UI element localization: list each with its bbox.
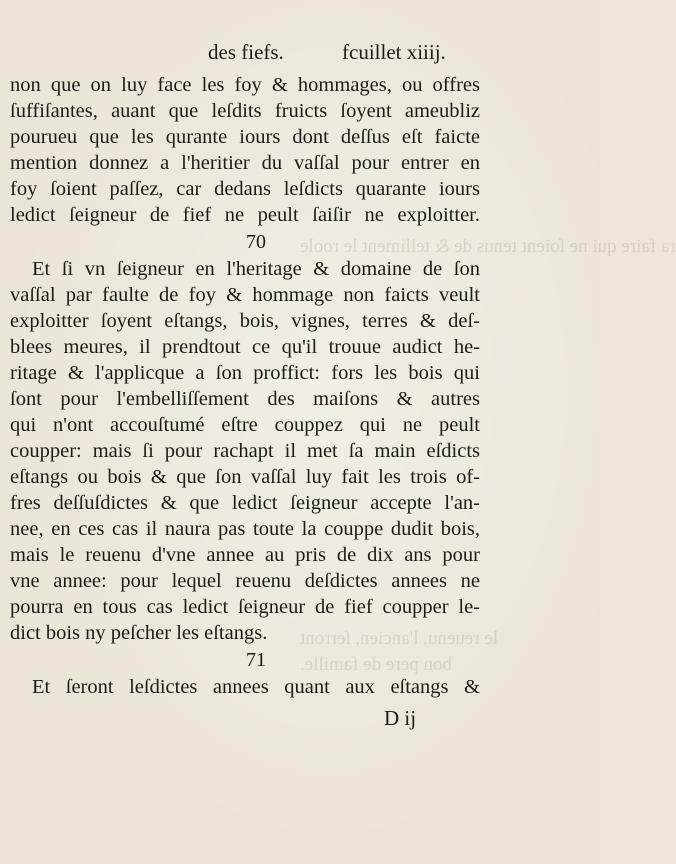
text-line: dict bois ny peſcher les eſtangs.	[10, 622, 268, 644]
text-line: mais le reuenu d'vne annee au pris de dix ans pour	[10, 544, 480, 566]
text-line: eſtangs ou bois & que ſon vaſſal luy fait les trois of-	[10, 466, 480, 488]
text-line: blees meures, il prendtout ce qu'il trouue audict he-	[10, 336, 480, 358]
section-number: 70	[246, 231, 266, 253]
text-line: pourueu que les qurante iours dont deſſus eſt faicte	[10, 126, 480, 148]
text-line: ledict ſeigneur de fief ne peult ſaiſir ne exploitter.	[10, 204, 480, 226]
text-line: Et ſi vn ſeigneur en l'heritage & domaine de ſon	[32, 258, 480, 280]
text-line: Et ſeront leſdictes annees quant aux eſtangs &	[32, 676, 480, 698]
text-line: nee, en ces cas il naura pas toute la couppe dudit bois,	[10, 518, 480, 540]
section-70-paragraph	[10, 256, 480, 646]
text-line: pourra en tous cas ledict ſeigneur de fief coupper le-	[10, 596, 480, 618]
text-line: mention donnez a l'heritier du vaſſal pour entrer en	[10, 152, 480, 174]
body-text	[10, 72, 480, 700]
running-head: des fiefs.	[208, 40, 284, 64]
text-line: vaſſal par faulte de foy & hommage non faicts veult	[10, 284, 480, 306]
section-number: 71	[246, 649, 266, 671]
text-line: ſuffiſantes, auant que leſdits fruicts ſoyent ameubliz	[10, 100, 480, 122]
text-line: vne annee: pour lequel reuenu deſdictes annees ne	[10, 570, 480, 592]
folio-number: fcuillet xiiij.	[342, 40, 446, 64]
text-line: qui n'ont accouſtumé eſtre couppez qui ne peult	[10, 414, 480, 436]
page-header	[0, 40, 600, 70]
section-71-paragraph	[10, 674, 480, 700]
bleed-through-text: bon pere de famille.	[300, 654, 452, 675]
text-line: exploitter ſoyent eſtangs, bois, vignes, terres & deſ-	[10, 310, 480, 332]
text-line: non que on luy face les foy & hommages, ou offres	[10, 74, 480, 96]
text-line: fres deſſuſdictes & que ledict ſeigneur accepte l'an-	[10, 492, 480, 514]
bleed-through-text: ra faire qui ne ſoient tenus de & telliment le roole	[300, 236, 676, 257]
text-line: ritage & l'applicque a ſon proffict: fors les bois qui	[10, 362, 480, 384]
paragraph-continued	[10, 72, 480, 228]
text-line: foy ſoient paſſez, car dedans leſdicts quarante iours	[10, 178, 480, 200]
text-line: coupper: mais ſi pour rachapt il met ſa main eſdicts	[10, 440, 480, 462]
signature-mark: D ij	[384, 706, 417, 730]
bleed-through-text: le reuenu, l'ancien, ſerront	[300, 628, 499, 649]
text-line: ſont pour l'embelliſſement des maiſons & autres	[10, 388, 480, 410]
